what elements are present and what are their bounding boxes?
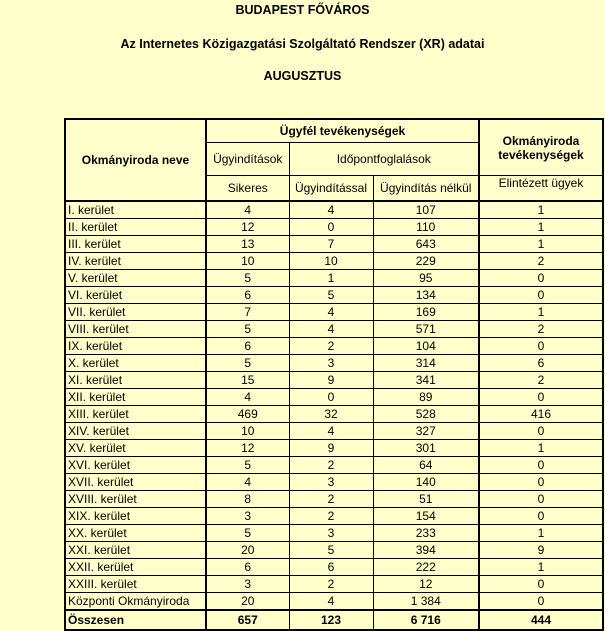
successful-cell: 12: [206, 440, 289, 457]
office-name-cell: VI. kerület: [65, 287, 206, 304]
with-initiation-cell: 4: [289, 593, 373, 611]
without-initiation-cell: 12: [373, 576, 479, 593]
office-name-cell: II. kerület: [65, 219, 206, 236]
with-initiation-cell: 3: [289, 525, 373, 542]
without-initiation-cell: 301: [373, 440, 479, 457]
successful-cell: 5: [206, 270, 289, 287]
without-initiation-cell: 51: [373, 491, 479, 508]
successful-cell: 5: [206, 321, 289, 338]
handled-cell: 0: [479, 576, 603, 593]
successful-cell: 8: [206, 491, 289, 508]
without-initiation-cell: 169: [373, 304, 479, 321]
successful-cell: 3: [206, 576, 289, 593]
with-initiation-cell: 2: [289, 338, 373, 355]
table-row: [65, 236, 603, 253]
with-initiation-cell: 9: [289, 440, 373, 457]
successful-cell: 4: [206, 474, 289, 491]
successful-cell: 13: [206, 236, 289, 253]
table-row: [65, 559, 603, 576]
col-without-initiation-header: Ügyindítás nélkül: [373, 176, 479, 202]
successful-cell: 20: [206, 593, 289, 611]
with-initiation-cell: 10: [289, 253, 373, 270]
total-row: [65, 610, 603, 630]
office-name-cell: I. kerület: [65, 201, 206, 219]
office-name-cell: IV. kerület: [65, 253, 206, 270]
handled-cell: 2: [479, 253, 603, 270]
table-row: [65, 593, 603, 611]
total-without-initiation-cell: 6 716: [373, 610, 479, 630]
office-name-cell: XXI. kerület: [65, 542, 206, 559]
without-initiation-cell: 107: [373, 201, 479, 219]
successful-cell: 10: [206, 253, 289, 270]
col-with-initiation-header: Ügyindítással: [289, 176, 373, 202]
table-row: [65, 491, 603, 508]
statistics-table: [64, 118, 604, 631]
without-initiation-cell: 222: [373, 559, 479, 576]
table-row: [65, 440, 603, 457]
handled-cell: 1: [479, 201, 603, 219]
page-subtitle: Az Internetes Közigazgatási Szolgáltató Rendszer (XR) adatai: [120, 37, 485, 51]
without-initiation-cell: 233: [373, 525, 479, 542]
handled-cell: 0: [479, 389, 603, 406]
with-initiation-cell: 4: [289, 321, 373, 338]
with-initiation-cell: 3: [289, 474, 373, 491]
successful-cell: 3: [206, 508, 289, 525]
handled-cell: 1: [479, 219, 603, 236]
successful-cell: 7: [206, 304, 289, 321]
with-initiation-cell: 2: [289, 491, 373, 508]
successful-cell: 6: [206, 338, 289, 355]
with-initiation-cell: 3: [289, 355, 373, 372]
col-handled-header: Elintézett ügyek: [479, 171, 603, 197]
without-initiation-cell: 341: [373, 372, 479, 389]
successful-cell: 469: [206, 406, 289, 423]
handled-cell: 0: [479, 491, 603, 508]
without-initiation-cell: 314: [373, 355, 479, 372]
table-row: [65, 406, 603, 423]
with-initiation-cell: 2: [289, 576, 373, 593]
sub-initiations-header: Ügyindítások: [206, 143, 289, 176]
without-initiation-cell: 89: [373, 389, 479, 406]
with-initiation-cell: 2: [289, 457, 373, 474]
without-initiation-cell: 110: [373, 219, 479, 236]
handled-cell: 1: [479, 304, 603, 321]
without-initiation-cell: 1 384: [373, 593, 479, 611]
table-row: [65, 201, 603, 219]
successful-cell: 6: [206, 559, 289, 576]
group-office-header: Okmányiroda tevékenységek: [479, 119, 603, 176]
table-row: [65, 338, 603, 355]
office-name-cell: VII. kerület: [65, 304, 206, 321]
handled-cell: 1: [479, 525, 603, 542]
handled-cell: 0: [479, 508, 603, 525]
without-initiation-cell: 643: [373, 236, 479, 253]
handled-cell: 0: [479, 270, 603, 287]
table-row: [65, 474, 603, 491]
total-label-cell: Összesen: [65, 610, 206, 630]
handled-cell: 6: [479, 355, 603, 372]
table-row: [65, 457, 603, 474]
with-initiation-cell: 0: [289, 219, 373, 236]
handled-cell: 0: [479, 338, 603, 355]
office-name-cell: III. kerület: [65, 236, 206, 253]
total-successful-cell: 657: [206, 610, 289, 630]
group-client-header: Ügyfél tevékenységek: [206, 119, 479, 143]
successful-cell: 10: [206, 423, 289, 440]
table-row: [65, 389, 603, 406]
without-initiation-cell: 64: [373, 457, 479, 474]
handled-cell: 1: [479, 236, 603, 253]
without-initiation-cell: 154: [373, 508, 479, 525]
with-initiation-cell: 2: [289, 508, 373, 525]
office-name-cell: VIII. kerület: [65, 321, 206, 338]
col-successful-header: Sikeres: [206, 176, 289, 202]
total-with-initiation-cell: 123: [289, 610, 373, 630]
with-initiation-cell: 5: [289, 542, 373, 559]
successful-cell: 6: [206, 287, 289, 304]
without-initiation-cell: 104: [373, 338, 479, 355]
with-initiation-cell: 4: [289, 423, 373, 440]
with-initiation-cell: 4: [289, 201, 373, 219]
without-initiation-cell: 229: [373, 253, 479, 270]
handled-cell: 1: [479, 440, 603, 457]
table-row: [65, 423, 603, 440]
office-name-cell: XV. kerület: [65, 440, 206, 457]
successful-cell: 5: [206, 355, 289, 372]
office-name-cell: XVI. kerület: [65, 457, 206, 474]
successful-cell: 5: [206, 457, 289, 474]
with-initiation-cell: 0: [289, 389, 373, 406]
without-initiation-cell: 571: [373, 321, 479, 338]
office-name-cell: XVIII. kerület: [65, 491, 206, 508]
successful-cell: 20: [206, 542, 289, 559]
without-initiation-cell: 327: [373, 423, 479, 440]
total-handled-cell: 444: [479, 610, 603, 630]
handled-cell: 2: [479, 372, 603, 389]
table-row: [65, 270, 603, 287]
without-initiation-cell: 528: [373, 406, 479, 423]
with-initiation-cell: 6: [289, 559, 373, 576]
office-name-cell: XX. kerület: [65, 525, 206, 542]
handled-cell: 416: [479, 406, 603, 423]
office-name-cell: XXII. kerület: [65, 559, 206, 576]
table-row: [65, 508, 603, 525]
table-row: [65, 304, 603, 321]
table-row: [65, 219, 603, 236]
without-initiation-cell: 95: [373, 270, 479, 287]
office-name-cell: XVII. kerület: [65, 474, 206, 491]
with-initiation-cell: 9: [289, 372, 373, 389]
with-initiation-cell: 1: [289, 270, 373, 287]
handled-cell: 1: [479, 559, 603, 576]
with-initiation-cell: 5: [289, 287, 373, 304]
without-initiation-cell: 140: [373, 474, 479, 491]
handled-cell: 0: [479, 423, 603, 440]
office-name-cell: XI. kerület: [65, 372, 206, 389]
successful-cell: 15: [206, 372, 289, 389]
page-title: BUDAPEST FŐVÁROS: [235, 3, 370, 17]
office-name-cell: XII. kerület: [65, 389, 206, 406]
successful-cell: 5: [206, 525, 289, 542]
office-name-cell: XIX. kerület: [65, 508, 206, 525]
handled-cell: 0: [479, 593, 603, 611]
successful-cell: 12: [206, 219, 289, 236]
successful-cell: 4: [206, 201, 289, 219]
table-row: [65, 542, 603, 559]
office-name-cell: Központi Okmányiroda: [65, 593, 206, 611]
office-name-cell: XXIII. kerület: [65, 576, 206, 593]
successful-cell: 4: [206, 389, 289, 406]
office-name-cell: XIII. kerület: [65, 406, 206, 423]
table-row: [65, 372, 603, 389]
office-name-cell: X. kerület: [65, 355, 206, 372]
office-name-cell: XIV. kerület: [65, 423, 206, 440]
handled-cell: 2: [479, 321, 603, 338]
sub-appointments-header: Időpontfoglalások: [289, 143, 479, 176]
handled-cell: 0: [479, 474, 603, 491]
handled-cell: 0: [479, 457, 603, 474]
table-row: [65, 355, 603, 372]
with-initiation-cell: 4: [289, 304, 373, 321]
table-row: [65, 576, 603, 593]
without-initiation-cell: 394: [373, 542, 479, 559]
table-row: [65, 287, 603, 304]
with-initiation-cell: 32: [289, 406, 373, 423]
without-initiation-cell: 134: [373, 287, 479, 304]
with-initiation-cell: 7: [289, 236, 373, 253]
office-name-cell: IX. kerület: [65, 338, 206, 355]
col-office-header: Okmányiroda neve: [65, 119, 206, 201]
table-row: [65, 321, 603, 338]
table-row: [65, 253, 603, 270]
month-label: AUGUSZTUS: [263, 69, 342, 83]
table-row: [65, 525, 603, 542]
handled-cell: 9: [479, 542, 603, 559]
office-name-cell: V. kerület: [65, 270, 206, 287]
handled-cell: 0: [479, 287, 603, 304]
